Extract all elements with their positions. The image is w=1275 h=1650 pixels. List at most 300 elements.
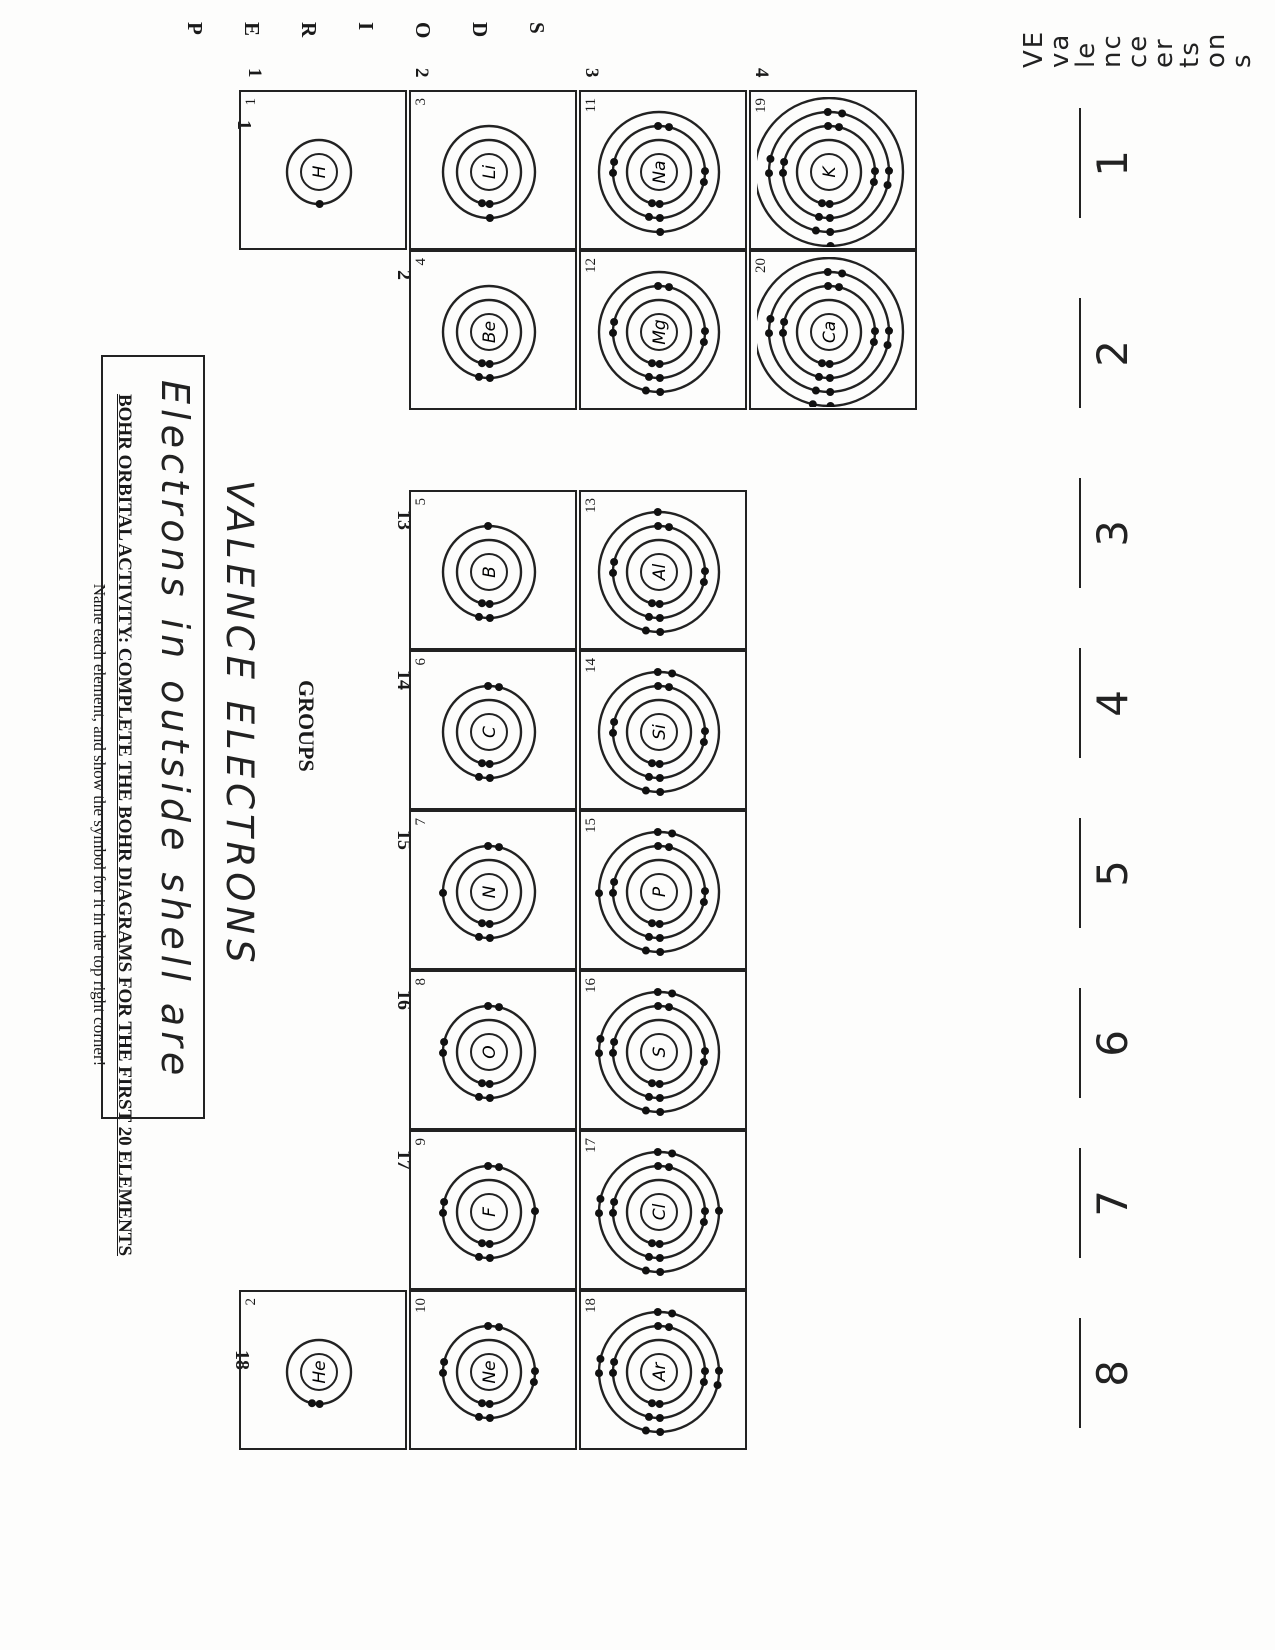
electron: [835, 283, 843, 291]
electron: [812, 227, 820, 235]
electron: [484, 522, 492, 530]
electron: [884, 341, 892, 349]
electron: [665, 523, 673, 531]
electron: [668, 1309, 676, 1317]
electron: [596, 1035, 604, 1043]
electron: [642, 387, 650, 395]
electron: [486, 200, 494, 208]
electron: [484, 682, 492, 690]
electron: [478, 759, 486, 767]
electron: [440, 1038, 448, 1046]
electron: [595, 1049, 603, 1057]
element-symbol: P: [650, 886, 670, 898]
electron: [701, 887, 709, 895]
atomic-number: 3: [413, 98, 429, 106]
electron: [815, 213, 823, 221]
valence-answer-line: [1079, 818, 1081, 928]
valence-answer-line: [1079, 298, 1081, 408]
electron: [700, 1218, 708, 1226]
electron: [812, 387, 820, 395]
electron: [668, 1149, 676, 1157]
element-cell-si: [579, 650, 747, 810]
electron: [700, 1378, 708, 1386]
valence-answer-value: 6: [1088, 1030, 1137, 1057]
electron: [656, 214, 664, 222]
electron: [495, 1163, 503, 1171]
element-symbol: Be: [480, 320, 500, 344]
electron: [642, 1107, 650, 1115]
electron: [609, 1369, 617, 1377]
electron: [484, 842, 492, 850]
electron: [484, 1322, 492, 1330]
periods-heading-letter: D: [468, 22, 492, 38]
electron: [531, 1207, 539, 1215]
element-cell-n: [409, 810, 577, 970]
electron: [475, 373, 483, 381]
electron: [642, 1267, 650, 1275]
electron: [665, 843, 673, 851]
electron: [648, 359, 656, 367]
electron: [654, 1162, 662, 1170]
electron: [826, 228, 834, 236]
electron: [645, 1413, 653, 1421]
electron: [656, 948, 664, 956]
electron: [826, 200, 834, 208]
electron: [826, 214, 834, 222]
element-symbol: C: [480, 726, 500, 738]
electron: [715, 1207, 723, 1215]
electron: [495, 683, 503, 691]
electron: [486, 1414, 494, 1422]
element-symbol: O: [480, 1045, 500, 1059]
electron: [609, 889, 617, 897]
element-cell-mg: [579, 250, 747, 410]
electron: [486, 760, 494, 768]
atomic-number: 5: [413, 498, 429, 506]
electron: [656, 920, 664, 928]
element-cell-ne: [409, 1290, 577, 1450]
electron: [870, 338, 878, 346]
element-cell-f: [409, 1130, 577, 1290]
bohr-diagram: [757, 257, 907, 407]
electron: [818, 199, 826, 207]
electron: [654, 1002, 662, 1010]
electron: [838, 269, 846, 277]
electron: [486, 374, 494, 382]
bohr-diagram: [587, 817, 737, 967]
electron: [609, 169, 617, 177]
electron: [654, 988, 662, 996]
electron: [486, 600, 494, 608]
electron: [595, 1369, 603, 1377]
valence-answer-value: 2: [1088, 340, 1137, 367]
electron: [475, 773, 483, 781]
periods-heading-letter: S: [525, 22, 549, 34]
electron: [885, 327, 893, 335]
period-label-4: 4: [751, 68, 772, 78]
electron: [642, 787, 650, 795]
electron: [656, 774, 664, 782]
electron: [495, 843, 503, 851]
electron: [701, 327, 709, 335]
atomic-number: 13: [583, 498, 599, 513]
electron: [475, 933, 483, 941]
electron: [486, 1094, 494, 1102]
bohr-diagram: [587, 97, 737, 247]
valence-answer-value: 5: [1088, 860, 1137, 887]
element-cell-na: [579, 90, 747, 250]
electron: [780, 318, 788, 326]
electron: [610, 718, 618, 726]
electron: [642, 627, 650, 635]
atomic-number: 14: [583, 658, 599, 673]
electron: [610, 558, 618, 566]
bohr-diagram: [587, 497, 737, 647]
electron: [596, 1355, 604, 1363]
bohr-diagram: [587, 257, 737, 407]
electron: [665, 123, 673, 131]
electron: [656, 374, 664, 382]
element-cell-s: [579, 970, 747, 1130]
electron: [656, 1254, 664, 1262]
electron: [648, 199, 656, 207]
element-symbol: Na: [650, 160, 670, 184]
electron: [478, 919, 486, 927]
electron: [824, 122, 832, 130]
periods-heading-letter: I: [354, 22, 378, 31]
electron: [766, 155, 774, 163]
electron: [610, 1038, 618, 1046]
electron: [486, 1240, 494, 1248]
electron: [486, 774, 494, 782]
electron: [645, 773, 653, 781]
bohr-diagram: [417, 657, 567, 807]
electron: [645, 933, 653, 941]
group-label-13: 13: [393, 510, 415, 530]
electron: [668, 989, 676, 997]
electron: [665, 1163, 673, 1171]
element-symbol: F: [480, 1207, 500, 1217]
electron: [824, 108, 832, 116]
electron: [495, 1323, 503, 1331]
electron: [645, 213, 653, 221]
electron: [838, 109, 846, 117]
electron: [654, 508, 662, 516]
electron: [656, 600, 664, 608]
electron: [645, 613, 653, 621]
electron: [701, 727, 709, 735]
element-cell-p: [579, 810, 747, 970]
bohr-diagram: [587, 1297, 737, 1447]
electron: [700, 738, 708, 746]
bohr-diagram: [587, 657, 737, 807]
bohr-diagram: [247, 1297, 397, 1447]
electron: [478, 1239, 486, 1247]
electron: [645, 373, 653, 381]
electron: [654, 682, 662, 690]
electron: [824, 268, 832, 276]
electron: [648, 599, 656, 607]
electron: [642, 1427, 650, 1435]
valence-answer-line: [1079, 1148, 1081, 1258]
electron: [439, 889, 447, 897]
valence-answer-value: 3: [1088, 520, 1137, 547]
electron: [871, 327, 879, 335]
electron: [654, 842, 662, 850]
electron: [486, 214, 494, 222]
electron: [824, 282, 832, 290]
electron: [475, 1093, 483, 1101]
atomic-number: 10: [413, 1298, 429, 1313]
electron: [714, 1381, 722, 1389]
group-label-1: 1: [233, 120, 255, 130]
bohr-diagram: [417, 257, 567, 407]
valence-answer-value: 4: [1088, 690, 1137, 717]
electron: [701, 167, 709, 175]
element-cell-ca: [749, 250, 917, 410]
valence-answer-value: 8: [1088, 1360, 1137, 1387]
electron: [316, 1400, 324, 1408]
electron: [654, 282, 662, 290]
electron: [610, 158, 618, 166]
valence-answer-line: [1079, 1318, 1081, 1428]
electron: [475, 613, 483, 621]
groups-heading: GROUPS: [294, 680, 319, 772]
electron: [656, 614, 664, 622]
element-symbol: H: [310, 165, 330, 179]
electron: [475, 1253, 483, 1261]
valence-answer-line: [1079, 648, 1081, 758]
electron: [700, 898, 708, 906]
electron: [610, 318, 618, 326]
electron: [609, 729, 617, 737]
period-label-2: 2: [411, 68, 432, 78]
element-symbol: K: [820, 166, 840, 178]
valence-electrons-label: VE va le nc ce er ts on s: [1019, 29, 1257, 68]
element-symbol: Ar: [650, 1362, 670, 1382]
group-label-16: 16: [393, 990, 415, 1010]
electron: [648, 1079, 656, 1087]
electron: [765, 169, 773, 177]
electron: [654, 668, 662, 676]
electron: [656, 1240, 664, 1248]
electron: [486, 1080, 494, 1088]
group-label-2: 2: [393, 270, 415, 280]
electron: [766, 315, 774, 323]
electron: [596, 1195, 604, 1203]
electron: [316, 200, 324, 208]
electron: [884, 181, 892, 189]
element-symbol: He: [310, 1360, 330, 1384]
electron: [765, 329, 773, 337]
electron: [656, 1414, 664, 1422]
element-symbol: Ca: [820, 320, 840, 344]
bohr-diagram: [417, 497, 567, 647]
atomic-number: 17: [583, 1138, 599, 1153]
element-symbol: Cl: [650, 1203, 670, 1221]
element-cell-cl: [579, 1130, 747, 1290]
electron: [870, 178, 878, 186]
atomic-number: 9: [413, 1138, 429, 1146]
valence-answer-line: [1079, 108, 1081, 218]
electron: [700, 578, 708, 586]
valence-answer-line: [1079, 478, 1081, 588]
group-label-14: 14: [393, 670, 415, 690]
electron: [668, 669, 676, 677]
bohr-diagram: [417, 1137, 567, 1287]
bohr-diagram: [417, 97, 567, 247]
electron: [648, 1239, 656, 1247]
electron: [610, 878, 618, 886]
periods-heading-letter: P: [183, 22, 207, 35]
electron: [610, 1198, 618, 1206]
electron: [779, 169, 787, 177]
valence-answer-line: [1079, 988, 1081, 1098]
electron: [486, 360, 494, 368]
electron: [656, 228, 664, 236]
electron: [656, 200, 664, 208]
electron: [715, 1367, 723, 1375]
electron: [610, 1358, 618, 1366]
element-symbol: Al: [650, 563, 670, 581]
valence-note-line2: VALENCE ELECTRONS: [218, 480, 261, 968]
element-cell-al: [579, 490, 747, 650]
electron: [665, 1323, 673, 1331]
electron: [645, 1253, 653, 1261]
periods-heading-letter: R: [297, 22, 321, 38]
atomic-number: 4: [413, 258, 429, 266]
electron: [595, 889, 603, 897]
electron: [885, 167, 893, 175]
electron: [648, 759, 656, 767]
element-symbol: Li: [480, 164, 500, 180]
element-cell-li: [409, 90, 577, 250]
electron: [665, 1003, 673, 1011]
electron: [439, 1209, 447, 1217]
electron: [665, 683, 673, 691]
electron: [701, 567, 709, 575]
electron: [654, 1322, 662, 1330]
electron: [486, 934, 494, 942]
electron: [700, 1058, 708, 1066]
bohr-diagram: [757, 97, 907, 247]
electron: [780, 158, 788, 166]
electron: [486, 1400, 494, 1408]
element-cell-b: [409, 490, 577, 650]
electron: [609, 1209, 617, 1217]
worksheet-subtitle: Name each element, and show the symbol for it in the top right corner!: [90, 583, 109, 1067]
bohr-diagram: [587, 977, 737, 1127]
element-symbol: Ne: [480, 1360, 500, 1384]
atomic-number: 15: [583, 818, 599, 833]
element-cell-k: [749, 90, 917, 250]
electron: [654, 1148, 662, 1156]
electron: [609, 329, 617, 337]
electron: [701, 1207, 709, 1215]
electron: [484, 1002, 492, 1010]
atomic-number: 11: [583, 98, 599, 113]
electron: [656, 934, 664, 942]
electron: [478, 359, 486, 367]
atomic-number: 18: [583, 1298, 599, 1313]
electron: [656, 788, 664, 796]
period-label-3: 3: [581, 68, 602, 78]
electron: [656, 388, 664, 396]
bohr-diagram: [417, 1297, 567, 1447]
atomic-number: 7: [413, 818, 429, 826]
electron: [809, 400, 817, 407]
electron: [656, 1400, 664, 1408]
worksheet-title: BOHR ORBITAL ACTIVITY: COMPLETE THE BOHR DIAGRAMS FOR THE FIRST 20 ELEMENTS: [114, 393, 135, 1257]
electron: [484, 1162, 492, 1170]
valence-answer-value: 1: [1088, 150, 1137, 177]
electron: [440, 1198, 448, 1206]
electron: [609, 569, 617, 577]
electron: [439, 1049, 447, 1057]
electron: [700, 178, 708, 186]
electron: [656, 1428, 664, 1436]
electron: [700, 338, 708, 346]
electron: [656, 628, 664, 636]
electron: [648, 1399, 656, 1407]
element-cell-ar: [579, 1290, 747, 1450]
electron: [475, 1413, 483, 1421]
atomic-number: 6: [413, 658, 429, 666]
electron: [308, 1399, 316, 1407]
group-label-15: 15: [393, 830, 415, 850]
electron: [478, 199, 486, 207]
periods-heading-letter: E: [240, 22, 264, 37]
bohr-diagram: [417, 817, 567, 967]
electron: [826, 242, 834, 247]
element-cell-h: [239, 90, 407, 250]
electron: [826, 374, 834, 382]
electron: [645, 1093, 653, 1101]
electron: [648, 919, 656, 927]
electron: [656, 1268, 664, 1276]
electron: [486, 1254, 494, 1262]
electron: [495, 1003, 503, 1011]
electron: [531, 1367, 539, 1375]
atomic-number: 19: [753, 98, 769, 113]
electron: [656, 1108, 664, 1116]
electron: [656, 1094, 664, 1102]
electron: [835, 123, 843, 131]
electron: [656, 360, 664, 368]
atomic-number: 16: [583, 978, 599, 993]
electron: [642, 947, 650, 955]
electron: [654, 828, 662, 836]
bohr-diagram: [247, 97, 397, 247]
electron: [779, 329, 787, 337]
element-symbol: Si: [650, 724, 670, 740]
valence-answer-value: 7: [1088, 1190, 1137, 1217]
electron: [826, 388, 834, 396]
electron: [815, 373, 823, 381]
electron: [595, 1209, 603, 1217]
element-cell-o: [409, 970, 577, 1130]
electron: [701, 1047, 709, 1055]
electron: [656, 760, 664, 768]
electron: [826, 402, 834, 407]
bohr-diagram: [417, 977, 567, 1127]
element-cell-c: [409, 650, 577, 810]
atomic-number: 2: [243, 1298, 259, 1306]
electron: [609, 1049, 617, 1057]
electron: [439, 1369, 447, 1377]
group-label-17: 17: [393, 1150, 415, 1170]
valence-note-line1: Electrons in outside shell are: [153, 380, 197, 1081]
